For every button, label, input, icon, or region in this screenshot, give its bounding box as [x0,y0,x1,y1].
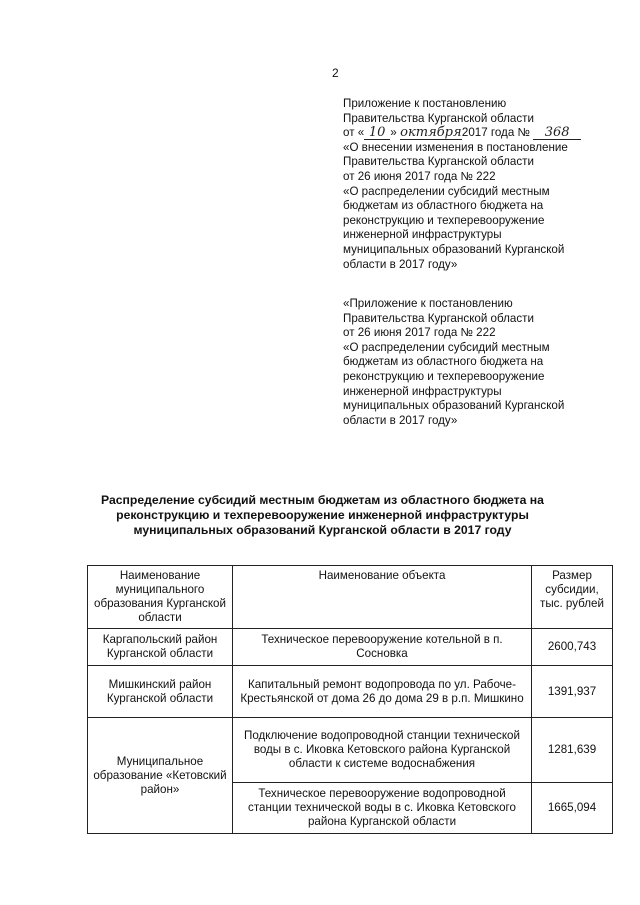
municipality-cell: Каргапольский район Курганской области [88,629,233,666]
amount-cell: 2600,743 [532,629,613,666]
appendix-line: бюджетам из областного бюджета на [343,355,544,369]
appendix-line: Приложение к постановлению [343,97,507,110]
column-header-amount: Размер субсидии, тыс. рублей [532,566,613,629]
handwritten-number: 368 [533,127,581,140]
appendix-line: Правительства Курганской области [343,311,534,325]
appendix-line: Правительства Курганской области [343,111,534,125]
appendix-line: реконструкцию и техперевооружение [343,213,545,227]
amount-cell: 1665,094 [532,783,613,834]
handwritten-month: октября [400,125,462,141]
date-prefix: от « [343,126,365,140]
appendix-header [343,97,618,272]
decree-date-line [343,126,618,141]
column-header-object: Наименование объекта [233,566,532,629]
appendix-line: реконструкцию и техперевооружение [343,369,545,383]
appendix-line: бюджетам из областного бюджета на [343,199,544,213]
page-number: 2 [332,66,339,80]
object-cell: Подключение водопроводной станции технической воды в с. Иковка Кетовского района Курганской области к системе водоснабжения [233,718,532,783]
table-row [88,666,613,718]
appendix-line: от 26 июня 2017 года № 222 [343,326,496,340]
municipality-cell: Муниципальное образование «Кетовский район» [88,718,233,834]
original-appendix-header [343,297,618,428]
appendix-line: «О внесении изменения в постановление [343,140,568,154]
object-cell: Капитальный ремонт водопровода по ул. Рабоче-Крестьянской от дома 26 до дома 29 в р.п. Мишкино [233,666,532,718]
appendix-line: муниципальных образований Курганской [343,399,565,413]
appendix-line: инженерной инфраструктуры [343,228,502,242]
object-cell: Техническое перевооружение водопроводной станции технической воды в с. Иковка Кетовского района Курганской области [233,783,532,834]
appendix-line: области в 2017 году» [343,413,458,427]
document-title [70,493,575,538]
title-line: муниципальных образований Курганской области в 2017 году [133,523,512,537]
table-header-row [88,566,613,629]
handwritten-day: 10 [364,127,390,140]
object-cell: Техническое перевооружение котельной в п. Сосновка [233,629,532,666]
appendix-line: «О распределении субсидий местным [343,184,550,198]
appendix-line: инженерной инфраструктуры [343,384,502,398]
appendix-line: от 26 июня 2017 года № 222 [343,169,496,183]
appendix-line: Правительства Курганской области [343,155,534,169]
amount-cell: 1281,639 [532,718,613,783]
appendix-line: «О распределении субсидий местным [343,340,550,354]
year-text: 2017 года № [461,126,530,140]
municipality-cell: Мишкинский район Курганской области [88,666,233,718]
table-row [88,718,613,783]
column-header-municipality: Наименование муниципального образования Курганской области [88,566,233,629]
appendix-line: области в 2017 году» [343,257,458,271]
date-mid: » [390,126,397,140]
table-row [88,629,613,666]
title-line: реконструкцию и техперевооружение инженерной инфраструктуры [116,508,529,522]
title-line: Распределение субсидий местным бюджетам из областного бюджета на [101,493,544,507]
amount-cell: 1391,937 [532,666,613,718]
appendix-line: «Приложение к постановлению [343,297,513,310]
appendix-line: муниципальных образований Курганской [343,242,565,256]
subsidy-table [87,565,613,834]
